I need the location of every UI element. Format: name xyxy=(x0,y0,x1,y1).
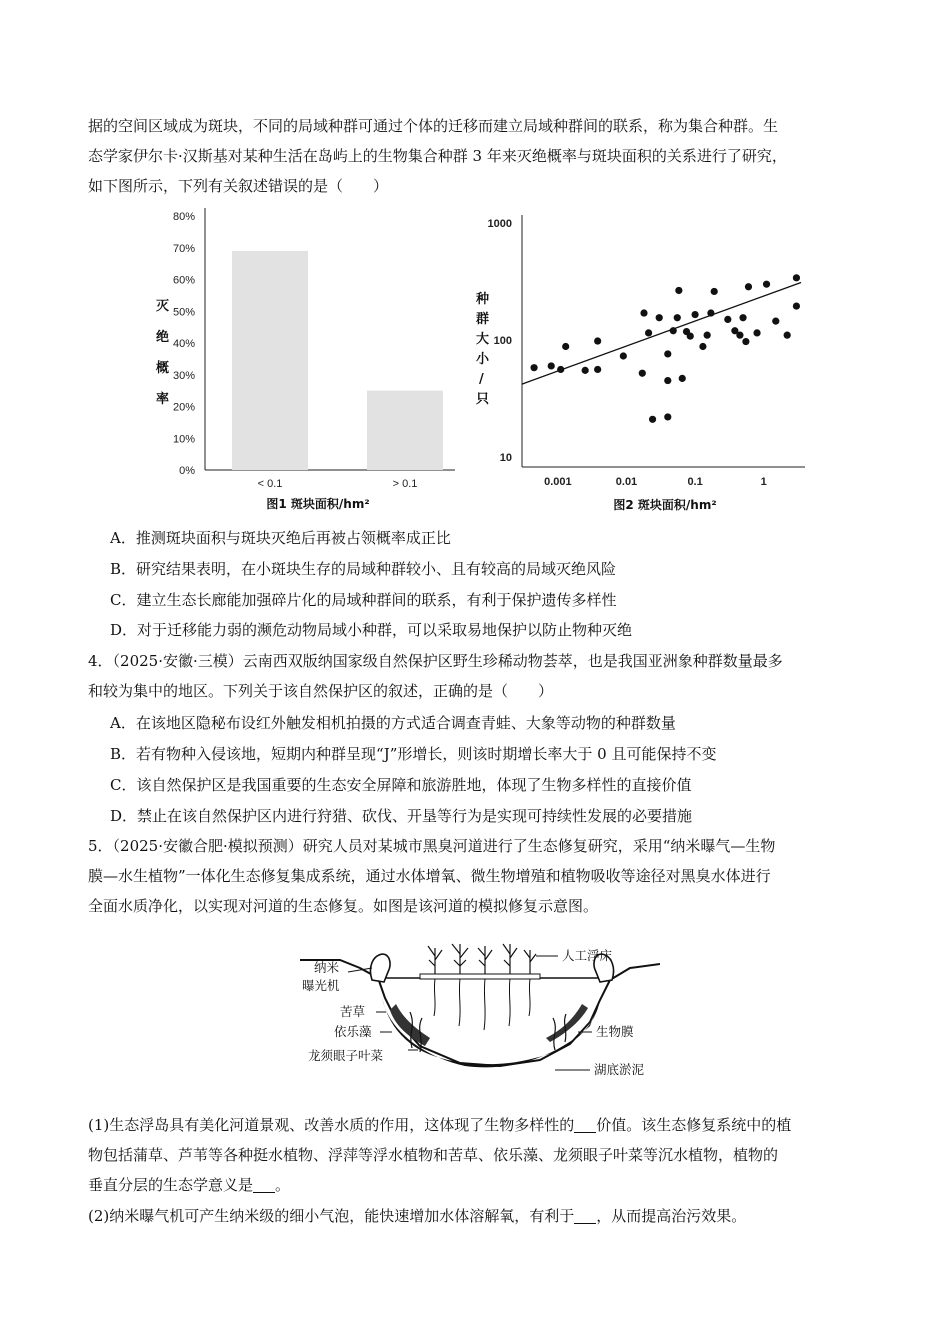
fig1-bar-chart xyxy=(140,198,460,520)
fig2-data-point xyxy=(664,377,671,384)
fig2-data-point xyxy=(645,329,652,336)
q3-option-d[interactable]: D．对于迁移能力弱的濒危动物局域小种群，可以采取易地保护以防止物种灭绝 xyxy=(110,621,633,639)
fig2-data-point xyxy=(763,281,770,288)
fig2-data-point xyxy=(562,343,569,350)
q3-stem-line: 态学家伊尔卡·汉斯基对某种生活在岛屿上的生物集合种群 3 年来灭绝概率与斑块面积的关系进行了研究， xyxy=(88,147,787,165)
fig2-data-point xyxy=(649,416,656,423)
fig1-ytick-label: 60% xyxy=(172,274,195,287)
fig2-data-point xyxy=(699,343,706,350)
submerged-plants xyxy=(410,1012,566,1052)
label-sediment: 湖底淤泥 xyxy=(594,1062,645,1077)
q5-stem-line: 膜—水生植物”一体化生态修复集成系统，通过水体增氧、微生物增殖和植物吸收等途径对黑臭水体进行 xyxy=(88,867,771,885)
fig2-data-point xyxy=(704,332,711,339)
q5-sub1-line xyxy=(88,1170,868,1200)
fig2-ylabel-char: 种 xyxy=(476,292,490,307)
fig2-data-point xyxy=(664,350,671,357)
fig2-ylabel-char: 群 xyxy=(476,312,490,327)
q5-sub2-line xyxy=(88,1201,868,1231)
fig1-ylabel-char: 绝 xyxy=(156,330,170,345)
floating-bed xyxy=(420,974,540,979)
fig2-ylabel-char: / xyxy=(479,372,484,387)
fig2-data-point xyxy=(793,302,800,309)
q5-sub1-text: 。 xyxy=(275,1176,291,1194)
label-longxu: 龙须眼子叶菜 xyxy=(308,1048,384,1063)
fig2-data-point xyxy=(594,337,601,344)
fig1-xtick-label: < 0.1 xyxy=(257,478,283,490)
fig1-ytick-label: 80% xyxy=(172,211,195,223)
fig2-ylabel xyxy=(475,291,490,407)
q5-stem-line: 全面水质净化，以实现对河道的生态修复。如图是该河道的模拟修复示意图。 xyxy=(88,897,599,915)
fig2-data-point xyxy=(793,274,800,281)
q4-stem-line: 和较为集中的地区。下列关于该自然保护区的叙述，正确的是（ ） xyxy=(88,682,554,700)
fig2-data-point xyxy=(664,413,671,420)
fig2-data-point xyxy=(582,367,589,374)
fig2-data-point xyxy=(530,364,537,371)
fig1-ytick-label: 20% xyxy=(172,401,195,414)
fig1-bar xyxy=(367,391,443,470)
label-kucao: 苦草 xyxy=(340,1004,366,1019)
fig2-data-point xyxy=(691,311,698,318)
fig1-ytick-label: 70% xyxy=(172,242,195,255)
fig2-data-point xyxy=(736,332,743,339)
q4-stem xyxy=(88,646,868,706)
q3-option-c[interactable]: C．建立生态长廊能加强碎片化的局域种群间的联系，有利于保护遗传多样性 xyxy=(110,591,617,609)
q5-stem xyxy=(88,831,868,921)
fig2-ylabel-char: 小 xyxy=(476,352,490,367)
q3-stem-line: 据的空间区域成为斑块，不同的局域种群可通过个体的迁移而建立局域种群间的联系，称为集合种群。生 xyxy=(88,117,779,135)
fig2-data-point xyxy=(711,288,718,295)
fig2-ytick-label: 100 xyxy=(493,335,512,347)
fig2-data-point xyxy=(784,332,791,339)
label-artificial-floating-bed: 人工浮床 xyxy=(562,948,613,963)
plant-roots xyxy=(434,979,530,1030)
fig2-data-point xyxy=(687,332,694,339)
fig2-data-point xyxy=(724,316,731,323)
fig1-caption: 图1 斑块面积/hm² xyxy=(266,497,370,511)
answer-blank[interactable] xyxy=(574,1116,596,1133)
emergent-plants xyxy=(428,944,536,974)
q4-stem-line: 4．（2025·安徽·三模）云南西双版纳国家级自然保护区野生珍稀动物荟萃，也是我国亚洲象种群数量最多 xyxy=(88,652,783,670)
fig2-data-point xyxy=(674,314,681,321)
answer-blank[interactable] xyxy=(574,1207,596,1224)
fig2-xtick-label: 1 xyxy=(760,476,767,488)
fig1-ylabel-char: 率 xyxy=(156,392,170,407)
q3-stem xyxy=(88,111,868,201)
q5-sub1-line xyxy=(88,1110,868,1140)
q5-stem-line: 5．（2025·安徽合肥·模拟预测）研究人员对某城市黑臭河道进行了生态修复研究，采用“纳米曝气—生物 xyxy=(88,837,776,855)
q4-option-c[interactable]: C．该自然保护区是我国重要的生态安全屏障和旅游胜地，体现了生物多样性的直接价值 xyxy=(110,776,692,794)
q4-option-b[interactable]: B．若有物种入侵该地，短期内种群呈现“J”形增长，则该时期增长率大于 0 且可能保持不变 xyxy=(110,745,717,763)
q5-sub1-text: 价值。该生态修复系统中的植 xyxy=(596,1116,792,1134)
label-biofilm: 生物膜 xyxy=(596,1024,634,1039)
fig2-xtick-label: 0.1 xyxy=(687,476,703,488)
fig2-data-point xyxy=(548,362,555,369)
fig2-data-point xyxy=(742,338,749,345)
q5-sub1-text: 垂直分层的生态学意义是 xyxy=(88,1176,254,1194)
fig2-data-point xyxy=(670,327,677,334)
biofilm-left xyxy=(390,1004,430,1046)
q5-sub2 xyxy=(88,1201,868,1231)
q4-option-d[interactable]: D．禁止在该自然保护区内进行狩猎、砍伐、开垦等行为是实现可持续性发展的必要措施 xyxy=(110,807,693,825)
fig2-ytick-label: 10 xyxy=(499,452,512,464)
fig2-ylabel-char: 大 xyxy=(476,332,490,347)
fig2-data-point xyxy=(707,309,714,316)
fig1-ytick-label: 40% xyxy=(172,338,195,350)
fig2-data-point xyxy=(557,366,564,373)
fig2-data-point xyxy=(745,283,752,290)
answer-blank[interactable] xyxy=(253,1176,275,1193)
q5-sub2-text: ，从而提高治污效果。 xyxy=(596,1207,747,1225)
fig2-ytick-label: 1000 xyxy=(487,218,512,230)
fig2-data-point xyxy=(594,366,601,373)
fig2-xtick-label: 0.01 xyxy=(615,476,638,488)
label-aerator: 曝光机 xyxy=(302,978,340,993)
q5-sub1-line: 物包括蒲草、芦苇等各种挺水植物、浮萍等浮水植物和苦草、依乐藻、龙须眼子叶菜等沉水植物，植物的 xyxy=(88,1146,779,1164)
q5-sub1-text: (1)生态浮岛具有美化河道景观、改善水质的作用，这体现了生物多样性的 xyxy=(88,1116,575,1134)
fig1-ytick-label: 50% xyxy=(172,306,195,319)
fig2-data-point xyxy=(679,375,686,382)
q4-option-a[interactable]: A．在该地区隐秘布设红外触发相机拍摄的方式适合调查青蛙、大象等动物的种群数量 xyxy=(110,714,676,732)
fig1-ytick-label: 10% xyxy=(172,433,195,446)
fig2-data-point xyxy=(739,314,746,321)
fig2-data-point xyxy=(640,309,647,316)
fig1-ylabel-char: 概 xyxy=(156,361,170,376)
fig2-data-point xyxy=(675,287,682,294)
q3-option-a[interactable]: A．推测斑块面积与斑块灭绝后再被占领概率成正比 xyxy=(110,529,451,547)
fig2-scatter-chart xyxy=(470,205,820,520)
biofilm-right xyxy=(546,1004,588,1042)
fig2-ylabel-char: 只 xyxy=(476,392,490,407)
river-restoration-diagram xyxy=(300,938,660,1098)
fig1-xtick-label: > 0.1 xyxy=(392,478,418,490)
q5-sub2-text: (2)纳米曝气机可产生纳米级的细小气泡，能快速增加水体溶解氧，有利于 xyxy=(88,1207,575,1225)
fig2-data-point xyxy=(656,314,663,321)
fig2-data-point xyxy=(772,318,779,325)
label-yilezao: 依乐藻 xyxy=(334,1024,372,1039)
fig2-data-point xyxy=(639,370,646,377)
fig2-data-point xyxy=(620,352,627,359)
fig1-ylabel-char: 灭 xyxy=(156,299,170,314)
q3-stem-line: 如下图所示，下列有关叙述错误的是（ ） xyxy=(88,177,389,195)
fig2-xtick-label: 0.001 xyxy=(544,476,572,488)
fig2-caption: 图2 斑块面积/hm² xyxy=(613,498,717,512)
fig1-ytick-label: 30% xyxy=(172,369,195,382)
q5-sub1 xyxy=(88,1110,868,1200)
q3-option-b[interactable]: B．研究结果表明，在小斑块生存的局域种群较小、且有较高的局域灭绝风险 xyxy=(110,560,617,578)
fig1-ytick-label: 0% xyxy=(179,465,195,477)
fig1-ylabel xyxy=(156,299,169,407)
fig1-bar xyxy=(232,251,308,470)
fig2-data-point xyxy=(753,329,760,336)
label-nano: 纳米 xyxy=(314,960,340,975)
